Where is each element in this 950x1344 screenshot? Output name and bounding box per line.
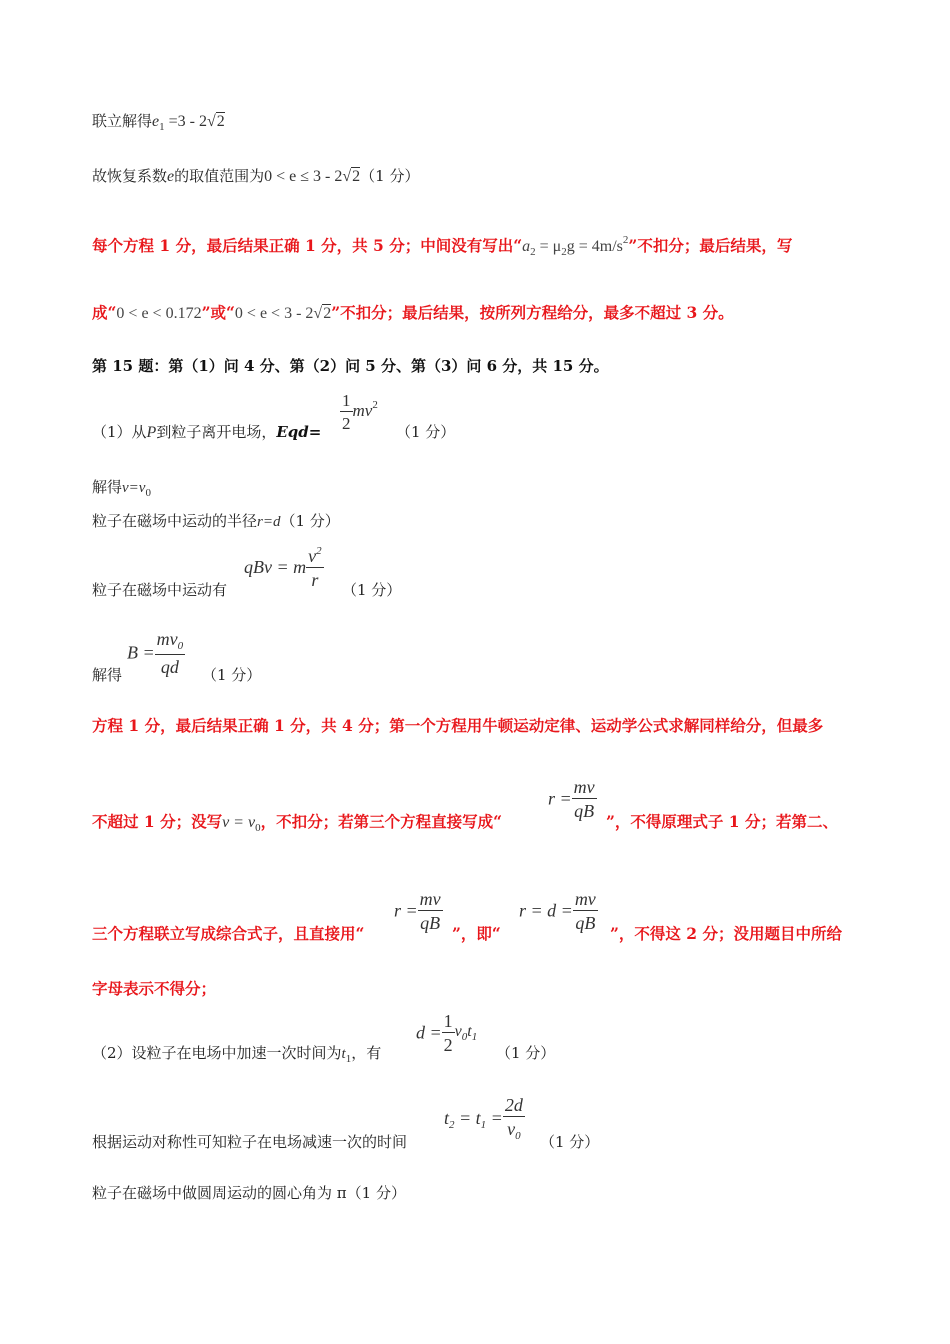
formula-r-d-mv-qB: r = d = $\frac{mv}{qB}$ xyxy=(519,889,596,933)
solve-line-e1 xyxy=(92,111,225,137)
formula-kinetic: $\frac{1}{2}$ $mv^2$ xyxy=(342,391,378,433)
grading-note-1: 每个方程 1 分，最后结果正确 1 分，共 5 分；中间没有写出“$a_2 = \mu_2g = 4m/s^2$”不扣分；最后结果，写 xyxy=(92,234,793,258)
score-p4: （1 分） xyxy=(342,581,402,599)
grading-note-5: 三个方程联立写成综合式子，且直接用“ xyxy=(92,924,365,943)
grading-note-5-mid: ”，即“ xyxy=(452,924,501,943)
solve-B: 解得 xyxy=(92,666,123,684)
grading-note-5-tail: ”，不得这 2 分；没用题目中所给 xyxy=(610,924,842,943)
formula-r2: 0 < e < 3 - 2√2 xyxy=(234,305,332,322)
score-p7: （1 分） xyxy=(540,1133,600,1151)
radius-line: 粒子在磁场中运动的半径r=d（1 分） xyxy=(92,512,340,530)
formula-r-mv-qB-2: r = $\frac{mv}{qB}$ xyxy=(394,889,441,933)
score-p6: （1 分） xyxy=(496,1044,556,1062)
score-p5: （1 分） xyxy=(202,666,262,684)
grading-note-4: 不超过 1 分；没写$v = v_0$，不扣分；若第三个方程直接写成“ xyxy=(92,812,502,834)
grading-note-6: 字母表示不得分； xyxy=(92,979,217,998)
formula-e1: $e_1 =3 - 2√2$ xyxy=(152,113,225,133)
formula-lorentz: qBv = m $\frac{v^2}{r}$ xyxy=(244,545,322,590)
decel-time-line: 根据运动对称性可知粒子在电场减速一次的时间 xyxy=(92,1133,408,1151)
text: 联立解得 xyxy=(92,112,153,130)
formula-a2: $a_2 = \mu_2g = 4m/s^2$ xyxy=(522,234,629,258)
formula-t2: $t_2 = t_1$ = $\frac{2d}{v_0}$ xyxy=(444,1095,523,1142)
part1-line: （1）从P到粒子离开电场，Eqd= xyxy=(92,423,322,441)
part2-line: （2）设粒子在电场中加速一次时间为$t_1$，有 xyxy=(92,1044,382,1065)
grading-note-4-tail: ”，不得原理式子 1 分；若第二、 xyxy=(606,812,838,831)
solve-v: 解得$v=v_0$ xyxy=(92,478,151,499)
formula-range: 0 < e ≤ 3 - 2√2 xyxy=(264,168,361,185)
formula-d: d = $\frac{1}{2}$ $v_0t_1$ xyxy=(416,1011,478,1055)
grading-note-2: 成“0 < e < 0.172”或“0 < e < 3 - 2√2”不扣分；最后结果，按所列方程给分，最多不超过 3 分。 xyxy=(92,303,734,322)
formula-r-mv-qB-1: r = $\frac{mv}{qB}$ xyxy=(548,777,595,821)
formula-B: B = $\frac{mv_0}{qd}$ xyxy=(127,629,184,677)
score-p1: （1 分） xyxy=(396,423,456,441)
central-angle-line: 粒子在磁场中做圆周运动的圆心角为 π（1 分） xyxy=(92,1184,406,1202)
lorentz-line: 粒子在磁场中运动有 xyxy=(92,581,228,599)
question-15-header: 第 15 题：第（1）问 4 分、第（2）问 5 分、第（3）问 6 分，共 15 分。 xyxy=(92,357,609,375)
range-line: 故恢复系数e的取值范围为0 < e ≤ 3 - 2√2（1 分） xyxy=(92,167,420,185)
grading-note-3: 方程 1 分，最后结果正确 1 分，共 4 分；第一个方程用牛顿运动定律、运动学公式求解同样给分，但最多 xyxy=(92,716,824,735)
